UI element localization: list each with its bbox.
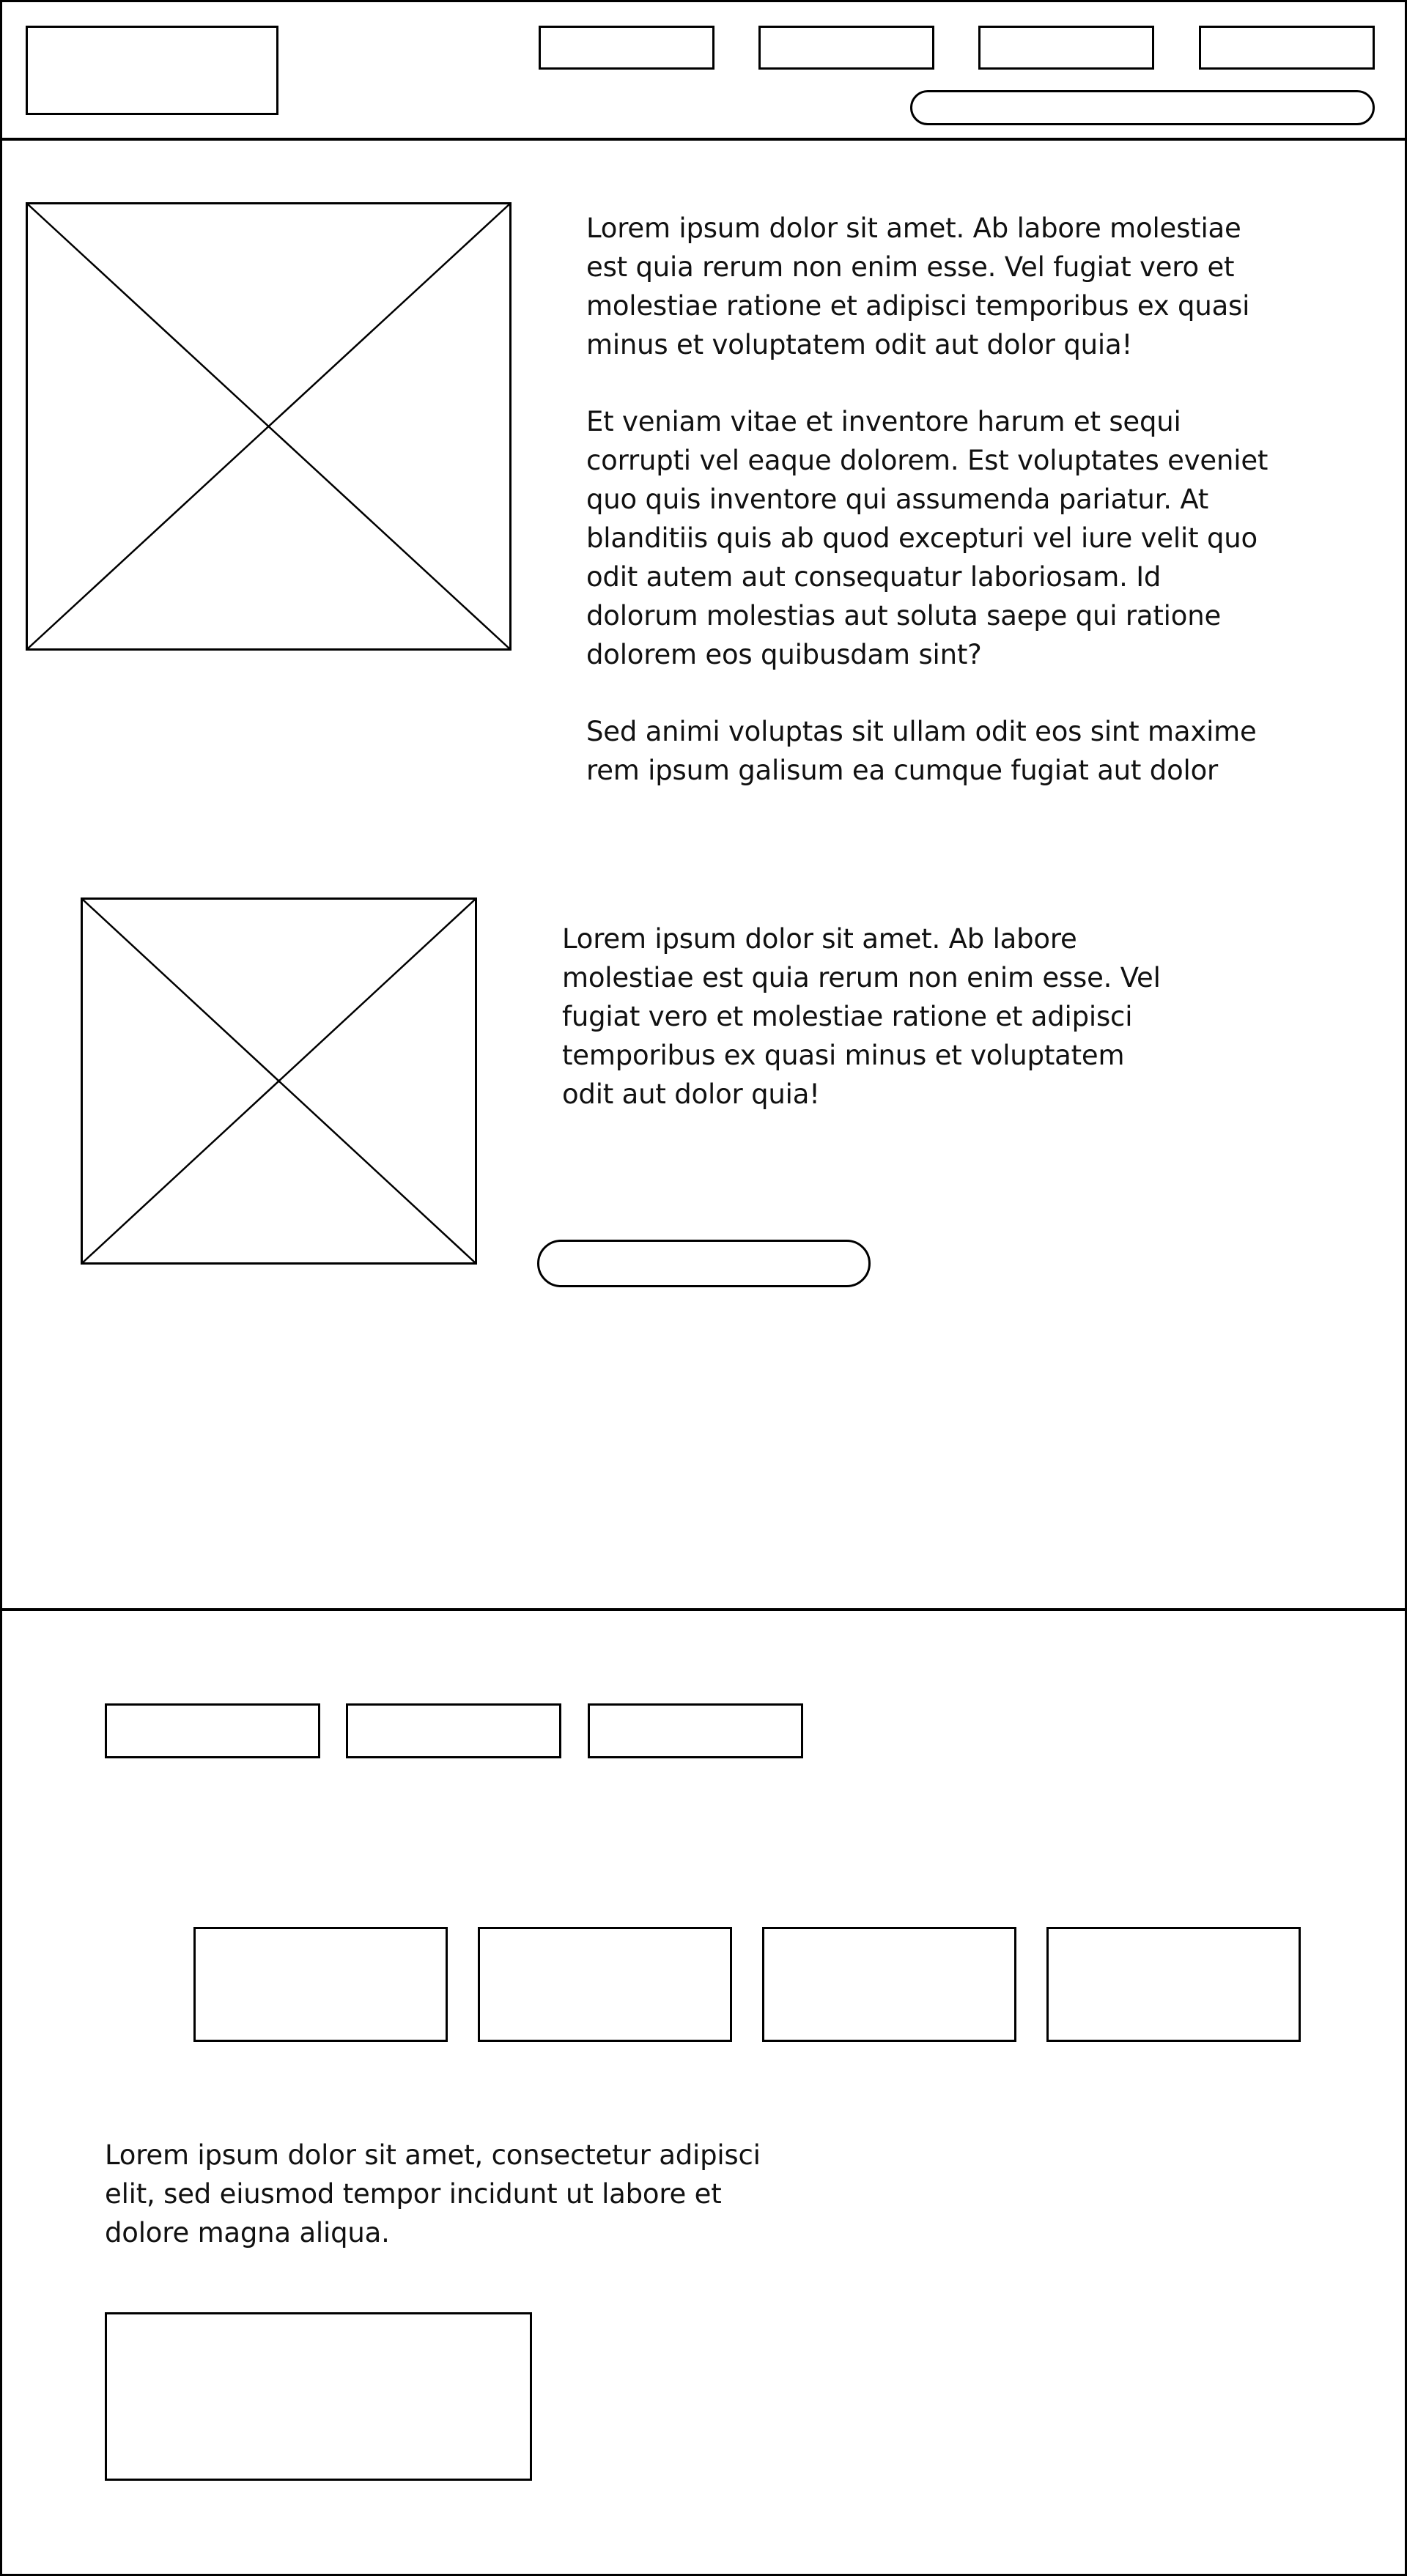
hero-image-placeholder	[26, 202, 512, 651]
feature-image-placeholder	[81, 897, 477, 1265]
footer-divider	[0, 1608, 1407, 1611]
footer-paragraph: Lorem ipsum dolor sit amet, consectetur adipisci elit, sed eiusmod tempor incidunt ut labore et dolore magna aliqua.	[105, 2139, 761, 2249]
hero-paragraph-3: Sed animi voluptas sit ullam odit eos sint maxime rem ipsum galisum ea cumque fugiat aut dolor	[586, 716, 1257, 786]
nav-item-1[interactable]	[539, 26, 714, 70]
footer-link-1[interactable]	[105, 1703, 320, 1758]
footer-card-2[interactable]	[478, 1927, 732, 2042]
image-placeholder-icon	[81, 897, 477, 1265]
nav-item-4[interactable]	[1199, 26, 1375, 70]
footer-box[interactable]	[105, 2312, 532, 2481]
logo-placeholder[interactable]	[26, 26, 278, 115]
footer-card-1[interactable]	[193, 1927, 448, 2042]
footer-card-4[interactable]	[1046, 1927, 1301, 2042]
feature-paragraph: Lorem ipsum dolor sit amet. Ab labore molestiae est quia rerum non enim esse. Vel fugiat vero et molestiae ratione et adipisci temporibus ex quasi minus et voluptatem odit aut dolor quia!	[562, 923, 1161, 1110]
hero-paragraph-1: Lorem ipsum dolor sit amet. Ab labore molestiae est quia rerum non enim esse. Vel fugiat vero et molestiae ratione et adipisci temporibus ex quasi minus et voluptatem odit aut dolor quia!	[586, 212, 1250, 360]
search-input[interactable]	[910, 90, 1375, 125]
footer-link-3[interactable]	[588, 1703, 803, 1758]
image-placeholder-icon	[26, 202, 512, 651]
header-divider	[0, 138, 1407, 141]
footer-card-3[interactable]	[762, 1927, 1016, 2042]
nav-item-3[interactable]	[978, 26, 1154, 70]
hero-paragraph-2: Et veniam vitae et inventore harum et sequi corrupti vel eaque dolorem. Est voluptates eveniet quo quis inventore qui assumenda pariatur. At blanditiis quis ab quod excepturi vel iure velit quo odit autem aut consequatur laboriosam. Id dolorum molestias aut soluta saepe qui ratione dolorem eos quibusdam sint?	[586, 406, 1268, 670]
feature-button[interactable]	[537, 1240, 871, 1287]
footer-link-2[interactable]	[346, 1703, 561, 1758]
nav-item-2[interactable]	[758, 26, 934, 70]
